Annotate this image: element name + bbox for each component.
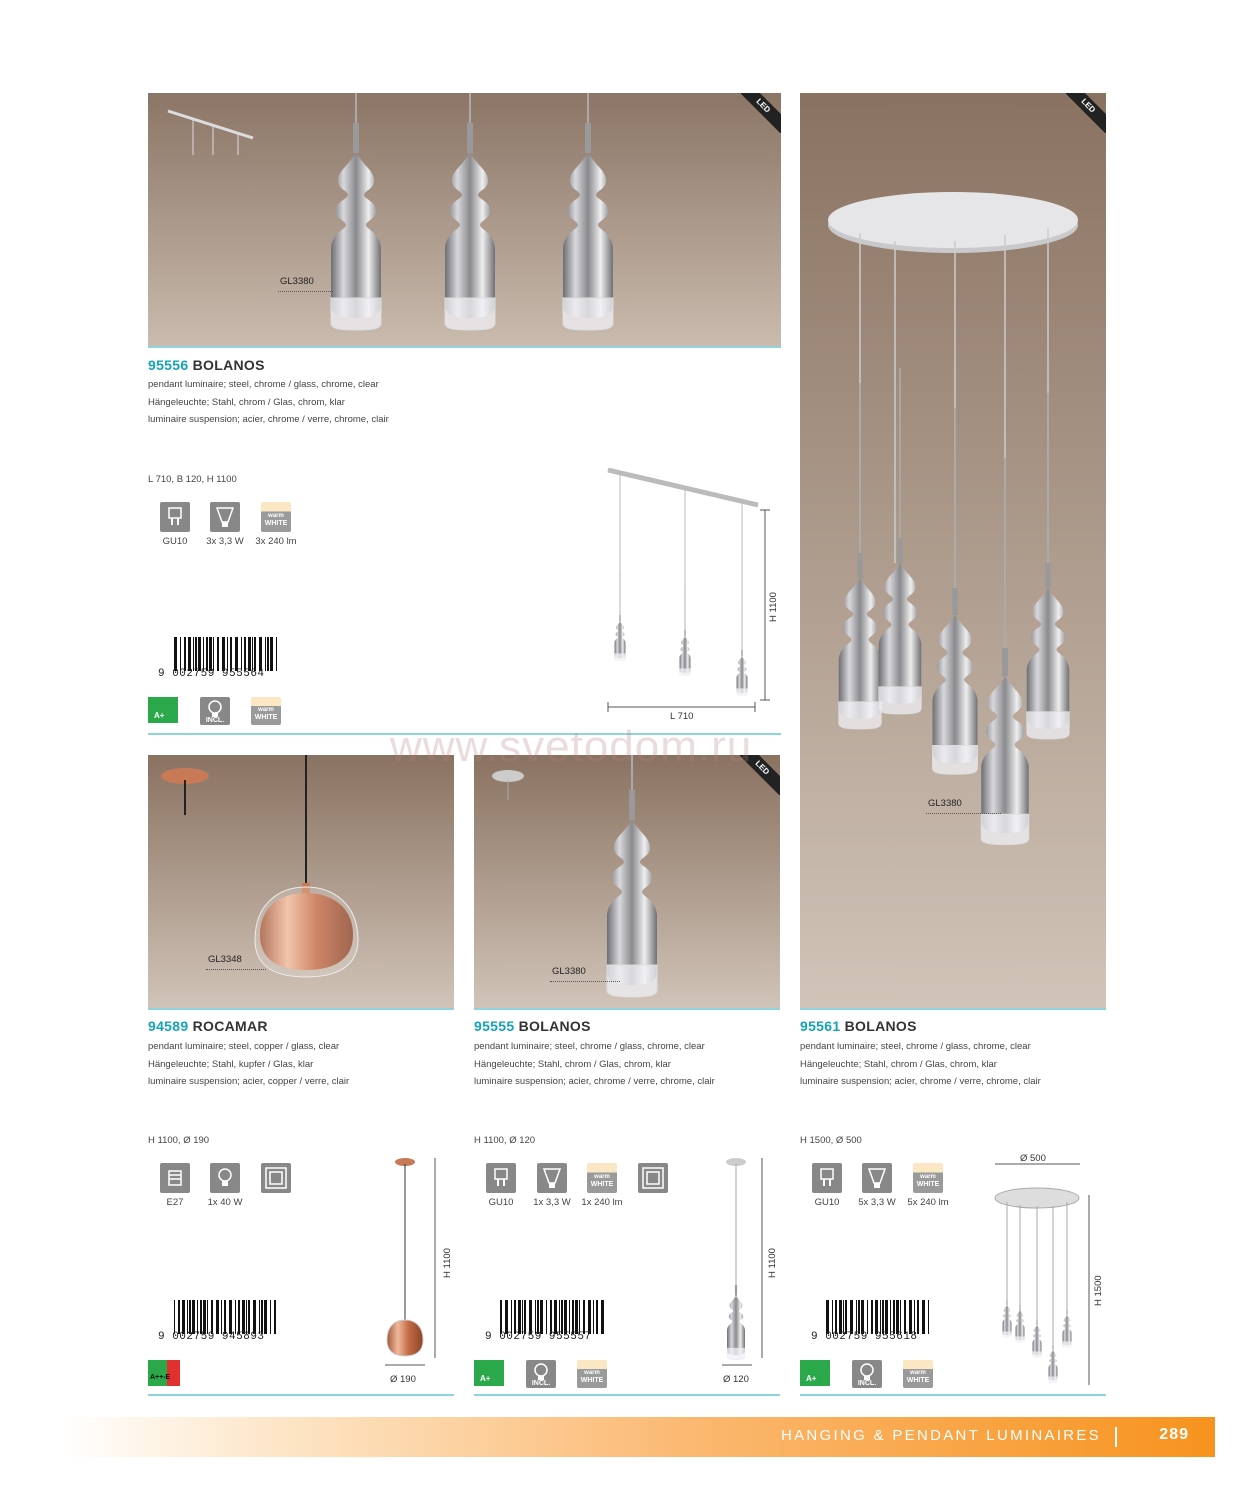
product-desc-95556 <box>148 376 389 429</box>
dim-height: H 1100 <box>768 592 779 622</box>
glass-code-leader <box>278 291 333 292</box>
energy-label-icon: A+ <box>474 1360 504 1386</box>
desc-fr: luminaire suspension; acier, chrome / verre, chrome, clair <box>148 414 389 425</box>
icon-label: GU10 <box>814 1197 840 1208</box>
barcode-number: 9 002759 955557 <box>485 1331 592 1343</box>
icon-label: 5x 3,3 W <box>858 1197 896 1208</box>
led-badge: LED <box>740 755 780 795</box>
incl-bulb-icon: INCL. <box>200 697 230 725</box>
e27-icon <box>160 1163 190 1193</box>
product-desc-94589 <box>148 1038 349 1091</box>
icon-label: 1x 240 lm <box>581 1197 623 1208</box>
dim-diameter: Ø 190 <box>390 1374 416 1385</box>
glass-code: GL3380 <box>552 966 586 977</box>
rule-94589-bottom <box>148 1394 454 1396</box>
desc-de: Hängeleuchte; Stahl, chrom / Glas, chrom, klar <box>800 1058 997 1070</box>
led-bulb-icon <box>537 1163 567 1193</box>
incl-bulb-icon: INCL. <box>526 1360 556 1388</box>
product-title-95555 <box>474 1018 591 1034</box>
dim-length: L 710 <box>670 711 694 722</box>
product-photo-95561 <box>800 93 1106 1008</box>
product-desc-95561 <box>800 1038 1041 1091</box>
product-desc-95555 <box>474 1038 715 1091</box>
dim-diameter: Ø 120 <box>723 1374 749 1385</box>
page-footer <box>60 1417 1215 1457</box>
product-dims-94589: H 1100, Ø 190 <box>148 1135 210 1146</box>
product-photo-95556 <box>148 93 781 346</box>
photo-95556-image <box>148 93 781 346</box>
desc-en: pendant luminaire; steel, chrome / glass, chrome, clear <box>474 1041 705 1052</box>
product-number: 95556 <box>148 357 189 373</box>
product-title-95556 <box>148 357 265 373</box>
energy-label-icon: A++-E <box>148 1360 180 1386</box>
desc-en: pendant luminaire; steel, copper / glass, clear <box>148 1041 340 1052</box>
protection-class-icon <box>638 1163 668 1193</box>
glass-code-leader <box>206 969 266 970</box>
led-badge: LED <box>741 93 781 133</box>
section-title: HANGING & PENDANT LUMINAIRES <box>780 1427 1101 1444</box>
icon-label: GU10 <box>488 1197 514 1208</box>
barcode-number: 9 002759 955564 <box>158 668 265 680</box>
dim-height: H 1500 <box>1093 1275 1104 1306</box>
product-dims-95556: L 710, B 120, H 1100 <box>148 474 237 485</box>
product-dims-95561: H 1500, Ø 500 <box>800 1135 862 1146</box>
product-number: 95555 <box>474 1018 515 1034</box>
bulb-icon <box>210 1163 240 1193</box>
led-badge: LED <box>1066 93 1106 133</box>
desc-de: Hängeleuchte; Stahl, chrom / Glas, chrom, klar <box>148 396 345 408</box>
rule-95555 <box>474 1008 780 1010</box>
energy-label-icon: A+ <box>800 1360 830 1386</box>
dimension-drawing-95561 <box>985 1150 1115 1390</box>
gu10-icon <box>812 1163 842 1193</box>
glass-code: GL3348 <box>208 954 242 965</box>
product-name: BOLANOS <box>192 357 265 373</box>
led-bulb-icon <box>210 502 240 532</box>
barcode-number: 9 002759 945893 <box>158 1331 265 1343</box>
rule-95556 <box>148 346 781 348</box>
footer-divider <box>1115 1427 1117 1447</box>
icon-label: 1x 3,3 W <box>533 1197 571 1208</box>
rule-95555-bottom <box>474 1394 780 1396</box>
desc-de: Hängeleuchte; Stahl, kupfer / Glas, klar <box>148 1058 314 1070</box>
product-number: 95561 <box>800 1018 841 1034</box>
desc-de: Hängeleuchte; Stahl, chrom / Glas, chrom, klar <box>474 1058 671 1070</box>
icon-label: 1x 40 W <box>207 1197 243 1208</box>
desc-fr: luminaire suspension; acier, chrome / verre, chrome, clair <box>800 1076 1041 1087</box>
rule-95561-bottom <box>800 1394 1106 1396</box>
warm-white-icon: warm WHITE <box>251 697 281 725</box>
warm-white-icon: warm WHITE <box>261 502 291 532</box>
glass-code-leader <box>550 981 620 982</box>
product-name: ROCAMAR <box>192 1018 268 1034</box>
warm-white-icon: warm WHITE <box>913 1163 943 1193</box>
gu10-icon <box>486 1163 516 1193</box>
warm-white-icon: warm WHITE <box>903 1360 933 1388</box>
icon-label: E27 <box>166 1197 184 1208</box>
page-number: 289 <box>1159 1426 1189 1443</box>
glass-code: GL3380 <box>280 276 314 287</box>
rule-95561 <box>800 1008 1106 1010</box>
glass-code-leader <box>926 813 1001 814</box>
dimension-drawing-95556 <box>590 460 790 720</box>
product-photo-94589 <box>148 755 454 1008</box>
warm-white-icon: warm WHITE <box>577 1360 607 1388</box>
desc-fr: luminaire suspension; acier, chrome / verre, chrome, clair <box>474 1076 715 1087</box>
product-title-95561 <box>800 1018 917 1034</box>
desc-fr: luminaire suspension; acier, copper / verre, clair <box>148 1076 350 1087</box>
product-name: BOLANOS <box>518 1018 591 1034</box>
desc-en: pendant luminaire; steel, chrome / glass, chrome, clear <box>800 1041 1031 1052</box>
icon-label: 5x 240 lm <box>907 1197 949 1208</box>
icon-label: GU10 <box>162 536 188 547</box>
gu10-icon <box>160 502 190 532</box>
product-number: 94589 <box>148 1018 189 1034</box>
energy-label-icon: A+ <box>148 697 178 723</box>
icon-label: 3x 240 lm <box>255 536 297 547</box>
dim-height: H 1100 <box>442 1248 453 1278</box>
rule-94589 <box>148 1008 454 1010</box>
watermark: www.svetodom.ru <box>390 722 753 771</box>
product-photo-95555 <box>474 755 780 1008</box>
warm-white-icon: warm WHITE <box>587 1163 617 1193</box>
product-dims-95555: H 1100, Ø 120 <box>474 1135 536 1146</box>
barcode-number: 9 002759 955618 <box>811 1331 918 1343</box>
incl-bulb-icon: INCL. <box>852 1360 882 1388</box>
led-bulb-icon <box>862 1163 892 1193</box>
glass-code: GL3380 <box>928 798 962 809</box>
dim-diameter: Ø 500 <box>1020 1153 1046 1164</box>
dim-height: H 1100 <box>767 1248 778 1278</box>
protection-class-icon <box>261 1163 291 1193</box>
desc-en: pendant luminaire; steel, chrome / glass, chrome, clear <box>148 379 379 390</box>
product-title-94589 <box>148 1018 268 1034</box>
icon-label: 3x 3,3 W <box>206 536 244 547</box>
product-name: BOLANOS <box>844 1018 917 1034</box>
